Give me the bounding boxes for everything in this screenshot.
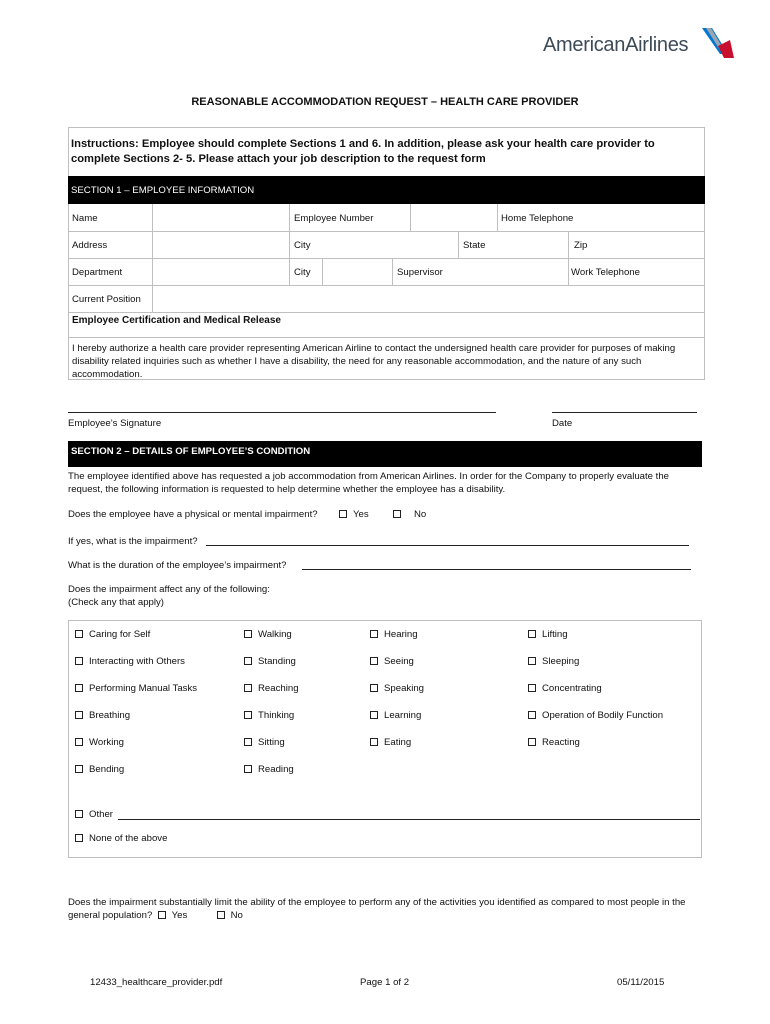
duration-line[interactable] xyxy=(302,569,691,570)
checkbox-icon xyxy=(244,657,252,665)
checkbox-icon xyxy=(370,630,378,638)
checkbox-icon xyxy=(393,510,401,518)
name-label: Name xyxy=(72,213,98,224)
checkbox-icon xyxy=(244,738,252,746)
limit-yes[interactable]: Yes xyxy=(158,910,188,921)
checkbox-icon xyxy=(528,630,536,638)
activity-option[interactable]: Caring for Self xyxy=(75,629,150,640)
affect-note: (Check any that apply) xyxy=(68,597,164,608)
activity-option[interactable]: Performing Manual Tasks xyxy=(75,683,197,694)
activity-option[interactable]: Reacting xyxy=(528,737,580,748)
footer-date: 05/11/2015 xyxy=(617,977,665,988)
checkbox-icon xyxy=(75,834,83,842)
checkbox-icon xyxy=(370,684,378,692)
what-impairment-line[interactable] xyxy=(206,545,689,546)
activity-option[interactable]: Lifting xyxy=(528,629,568,640)
activity-option[interactable]: Seeing xyxy=(370,656,414,667)
checkbox-icon xyxy=(528,738,536,746)
section1-heading: SECTION 1 – EMPLOYEE INFORMATION xyxy=(71,185,255,196)
duration-label: What is the duration of the employee’s impairment? xyxy=(68,560,287,571)
signature-line[interactable] xyxy=(68,412,496,413)
footer-page: Page 1 of 2 xyxy=(360,977,410,988)
checkbox-icon xyxy=(528,711,536,719)
checkbox-icon xyxy=(370,711,378,719)
department-field[interactable] xyxy=(153,259,288,284)
zip-label: Zip xyxy=(574,240,588,251)
activity-option[interactable]: Operation of Bodily Function xyxy=(528,710,663,721)
date-line[interactable] xyxy=(552,412,697,413)
impairment-no[interactable]: No xyxy=(393,509,426,520)
limit-question: Does the impairment substantially limit the ability of the employee to perform any of the activities you identified as compared to most people in the general population? Yes No xyxy=(68,897,686,921)
activity-option[interactable]: Sitting xyxy=(244,737,285,748)
date-label: Date xyxy=(552,418,573,429)
activity-option[interactable]: Standing xyxy=(244,656,296,667)
address-field[interactable] xyxy=(153,232,288,257)
impairment-question: Does the employee have a physical or mental impairment? xyxy=(68,509,318,520)
section2-heading: SECTION 2 – DETAILS OF EMPLOYEE’S CONDITION xyxy=(71,446,311,457)
activity-option[interactable]: Working xyxy=(75,737,124,748)
checkbox-icon xyxy=(75,684,83,692)
activity-option[interactable]: Sleeping xyxy=(528,656,579,667)
checkbox-icon xyxy=(244,765,252,773)
activity-option[interactable]: Concentrating xyxy=(528,683,602,694)
logo-flight-symbol-icon xyxy=(698,26,736,60)
checkbox-icon xyxy=(244,711,252,719)
section2-heading-bar xyxy=(68,441,702,467)
current-position-label: Current Position xyxy=(72,294,141,305)
checkbox-icon xyxy=(244,630,252,638)
other-line[interactable] xyxy=(118,819,700,820)
activity-option[interactable]: Eating xyxy=(370,737,411,748)
what-impairment-label: If yes, what is the impairment? xyxy=(68,536,198,547)
checkbox-icon xyxy=(158,911,166,919)
checkbox-icon xyxy=(75,810,83,818)
department-label: Department xyxy=(72,267,123,278)
cert-heading: Employee Certification and Medical Release xyxy=(72,315,281,326)
cert-text: I hereby authorize a health care provider representing American Airline to contact the undersigned health care provider for purposes of making disability related inquiries such as whether I have a disability, the need for any reasonable accommodation, and the nature of any such accommodation. xyxy=(72,343,676,380)
city2-label: City xyxy=(294,267,311,278)
checkbox-icon xyxy=(75,711,83,719)
checkbox-icon xyxy=(75,630,83,638)
home-telephone-label: Home Telephone xyxy=(501,213,574,224)
activity-option[interactable]: Reaching xyxy=(244,683,299,694)
signature-label: Employee’s Signature xyxy=(68,418,162,429)
footer-filename: 12433_healthcare_provider.pdf xyxy=(90,977,223,988)
activity-option[interactable]: Interacting with Others xyxy=(75,656,185,667)
activity-option[interactable]: Walking xyxy=(244,629,292,640)
activity-option[interactable]: Hearing xyxy=(370,629,418,640)
checkbox-icon xyxy=(75,657,83,665)
impairment-yes[interactable]: Yes xyxy=(339,509,369,520)
instructions-text: Instructions: Employee should complete Sections 1 and 6. In addition, please ask your health care provider to complete Sections 2- 5. Please attach your job description to the request form xyxy=(71,138,655,165)
activity-option[interactable]: Breathing xyxy=(75,710,130,721)
activity-option[interactable]: Learning xyxy=(370,710,421,721)
state-label: State xyxy=(463,240,486,251)
checkbox-icon xyxy=(217,911,225,919)
activity-none[interactable]: None of the above xyxy=(75,833,167,844)
checkbox-icon xyxy=(528,657,536,665)
logo-wordmark: AmericanAirlines xyxy=(543,34,689,56)
activity-other[interactable]: Other xyxy=(75,809,113,820)
activity-option[interactable]: Bending xyxy=(75,764,124,775)
activity-option[interactable]: Thinking xyxy=(244,710,294,721)
affect-question: Does the impairment affect any of the following: xyxy=(68,584,270,595)
page-title: REASONABLE ACCOMMODATION REQUEST – HEALTH CARE PROVIDER xyxy=(191,96,579,108)
name-field[interactable] xyxy=(153,205,288,230)
city-label: City xyxy=(294,240,311,251)
address-label: Address xyxy=(72,240,108,251)
checkbox-icon xyxy=(75,738,83,746)
employee-number-label: Employee Number xyxy=(294,213,374,224)
section2-intro: The employee identified above has requested a job accommodation from American Airlines. In order for the Company to properly evaluate the request, the following information is requested to help determine whether the employee has a disability. xyxy=(68,471,670,495)
checkbox-icon xyxy=(339,510,347,518)
checkbox-icon xyxy=(370,657,378,665)
checkbox-icon xyxy=(370,738,378,746)
checkbox-icon xyxy=(528,684,536,692)
work-telephone-label: Work Telephone xyxy=(571,267,640,278)
activity-option[interactable]: Speaking xyxy=(370,683,424,694)
limit-no[interactable]: No xyxy=(217,910,243,921)
section1-heading-bar xyxy=(68,176,705,204)
supervisor-label: Supervisor xyxy=(397,267,443,278)
activity-option[interactable]: Reading xyxy=(244,764,294,775)
employee-number-field[interactable] xyxy=(411,205,496,230)
checkbox-icon xyxy=(244,684,252,692)
checkbox-icon xyxy=(75,765,83,773)
current-position-field[interactable] xyxy=(153,286,703,311)
